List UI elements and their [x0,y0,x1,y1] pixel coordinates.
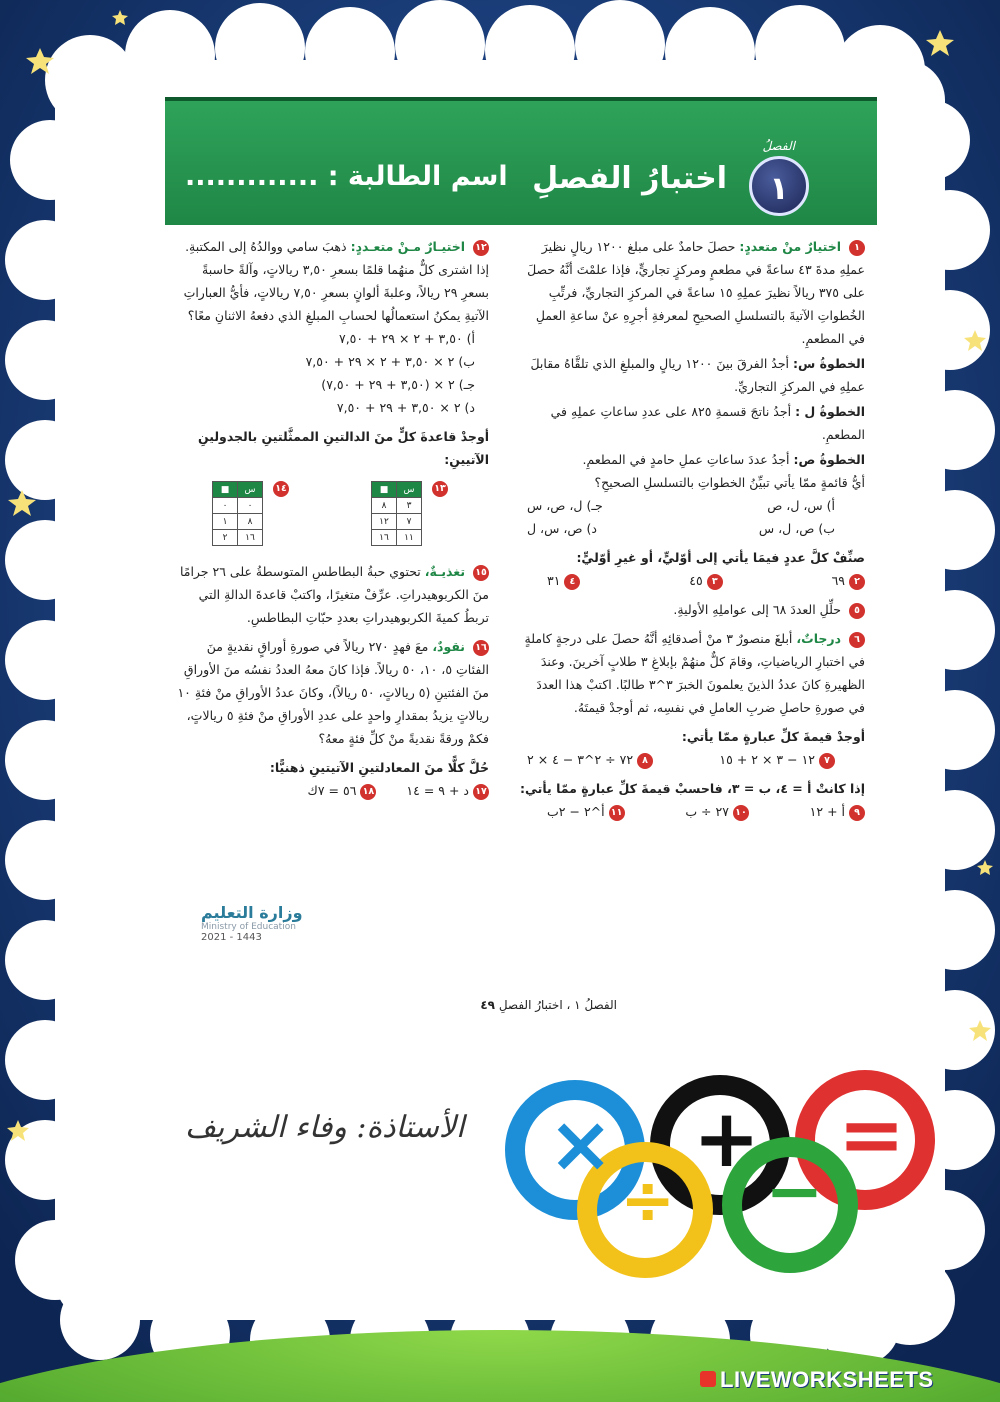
table-14: س ■ ٠ ٠ ٨ ١ ١٦ ٢ [212,481,263,546]
step-p: الخطوةُ ص: أجدُ عددَ ساعاتِ عملِ حامدٍ في المطعمِ. [582,452,865,467]
worksheet-page [165,97,877,1047]
page-header [165,97,877,225]
question-5: ٥ حلِّلِ العددَ ٦٨ إلى عواملِهِ الأوليةِ. [517,598,865,621]
substitute-section: إذا كانتْ أ = ٤، ب = ٣، فاحسبْ قيمةَ كلِّ عبارةٍ ممّا يأتي: ٩أ + ١٢ ١٠٢٧ ÷ ب ١١أ^٢ − ٢ب [517,777,865,823]
question-8: ٨٧٢ ÷ ٢^٣ − ٤ × ٢ [527,748,653,771]
classify-items [517,569,865,592]
minus-symbol: − [765,1150,824,1232]
plus-symbol: + [693,1092,761,1185]
teacher-signature: الأستاذة: وفاء الشريف [185,1110,465,1145]
question-12: ١٢ اختيـارٌ مـنْ متعـددٍ: ذهبَ سامي ووالدُهُ إلى المكتبةِ. إذا اشترى كلٌّ منهُما قلمًا بسعرِ ٣,٥٠ ريالاتٍ، وآلةً حاسبةً بسعرِ ٢٩ ريالاً، وعلبةَ ألوانٍ بسعرِ ٧,٥٠ ريالاتٍ، فأيُّ العباراتِ الآتيةِ يمكنُ استعمالُها لحسابِ المبلغِ الذي دفعهُ الاثنانِ معًا؟ أ) ٣,٥٠ + ٢ × ٢٩ + ٧,٥٠ ب) ٢ × ٣,٥٠ + ٢ × ٢٩ + ٧,٥٠ جـ) ٢ × (٣,٥٠ + ٢٩ + ٧,٥٠) د) ٢ × ٣,٥٠ + ٢٩ + ٧,٥٠ [171,235,489,419]
question-15: ١٥ تغذيـةٌ، تحتوي حبةُ البطاطسِ المتوسطةُ على ٢٦ جرامًا منَ الكربوهيدراتِ. عرِّفْ متغيرًا، واكتبْ قاعدةَ الدالةِ التي تربطُ كميةَ الكربوهيدراتِ بعددِ حبّاتِ البطاطسِ. [179,564,489,625]
ministry-logo: وزارة التعليم Ministry of Education 2021 - 1443 [201,903,303,943]
equals-symbol: = [838,1088,906,1181]
question-18: ١٨٥٦ = ٧ك [308,779,377,802]
question-10: ١٠٢٧ ÷ ب [685,800,749,823]
option-a[interactable]: أ) ٣,٥٠ + ٢ × ٢٩ + ٧,٥٠ [339,331,475,346]
student-name-field[interactable]: اسم الطالبة : ............. [185,161,508,192]
question-3: ٣٤٥ [689,569,722,592]
page-footer [460,998,617,1012]
page-title: اختبارُ الفصلِ [532,161,727,196]
question-17: ١٧د + ٩ = ١٤ [406,779,489,802]
step-l: الخطوةُ ل : أجدُ ناتجَ قسمةِ ٨٢٥ على عددِ ساعاتِ عملِهِ في المطعمِ. [550,404,865,442]
chapter-label: الفصلُ [762,139,795,153]
question-11: ١١أ^٢ − ٢ب [547,800,625,823]
step-s: الخطوةُ س: أجدُ الفرقَ بينَ ١٢٠٠ ريالٍ والمبلغِ الذي تلقَّاهُ مقابلَ عملِهِ في المركزِ التجاريِّ. [530,356,865,394]
footer-label: الفصلُ ١ ، اختبارُ الفصلِ [498,998,617,1012]
options-row-2 [517,517,865,540]
table-13: س ■ ٣ ٨ ٧ ١٢ ١١ ١٦ [371,481,422,546]
times-symbol: × [548,1100,614,1190]
section-prompt: صنِّفْ كلَّ عددٍ فيمَا يأتي إلى أوّليٍّ، أو غيرِ أوّليٍّ: [576,550,865,565]
options-row-1 [517,494,865,517]
option-a[interactable]: أ) س، ل، ص [767,498,835,513]
question-number: ١ [849,240,865,256]
right-column [517,235,865,829]
question-13: ١٣ س ■ ٣ ٨ ٧ ١٢ ١١ ١٦ [371,481,448,546]
question-7: ٧١٢ − ٣ × ٢ + ١٥ [719,748,835,771]
function-rule-section: أوجدْ قاعدةَ كلٍّ منَ الدالتينِ الممثَّلتينِ بالجدولينِ الآتيينِ: ١٣ س ■ ٣ ٨ ٧ ١٢ ١١ ١٦ ١٤ س ■ ٠ ٠ ٨ ١ ١٦ ٢ [171,425,489,546]
option-b[interactable]: ب) ٢ × ٣,٥٠ + ٢ × ٢٩ + ٧,٥٠ [305,354,475,369]
solve-section: حُلَّ كلًّا منَ المعادلتينِ الآتيتينِ ذهنيًّا: ١٧د + ٩ = ١٤ ١٨٥٦ = ٧ك [171,756,489,802]
question-6: ٦ درجاتٌ، أبلغَ منصورٌ ٣ منْ أصدقائِهِ أنَّهُ حصلَ على درجةٍ كاملةٍ في اختبارِ الرياضياتِ، وقامَ كلٌّ منهُمْ بإبلاغِ ٣ طلابٍ آخرينَ. وعندَ الظهيرةِ كانَ عددُ الذينَ يعلمونَ الخبرَ ٣^٣ طالبًا. اكتبْ هذا العددَ في صورةِ حاصلِ ضربِ العاملِ في نفسِه، ثم أوجدْ قيمتَهُ. [524,631,865,715]
question-14: ١٤ س ■ ٠ ٠ ٨ ١ ١٦ ٢ [212,481,289,546]
brand-watermark[interactable]: LIVEWORKSHEETS [720,1367,934,1392]
evaluate-section: أوجدْ قيمةَ كلِّ عبارةٍ ممّا يأتي: ٧١٢ − ٣ × ٢ + ١٥ ٨٧٢ ÷ ٢^٣ − ٤ × ٢ [517,725,865,771]
classify-section [517,546,865,592]
left-column [171,235,489,808]
question-prompt: أيُّ قائمةٍ ممّا يأتي تبيِّنُ الخطواتِ بالتسلسلِ الصحيحِ؟ [594,475,865,490]
option-d[interactable]: د) ٢ × ٣,٥٠ + ٢٩ + ٧,٥٠ [336,400,475,415]
option-j[interactable]: جـ) ٢ × (٣,٥٠ + ٢٩ + ٧,٥٠) [321,377,475,392]
question-2: ٢٦٩ [832,569,865,592]
divide-symbol: ÷ [620,1162,676,1239]
page-number: ٤٩ [480,998,496,1012]
liveworksheets-logo-icon [700,1371,716,1387]
option-b[interactable]: ب) ص، ل، س [758,521,835,536]
question-16: ١٦ نقودٌ، معَ فهدٍ ٢٧٠ ريالاً في صورةِ أوراقٍ نقديةٍ منَ الفئاتِ ٥، ١٠، ٥٠ ريالاً. فإذا كانَ معهُ العددُ نفسُه منَ الأوراقِ منَ الفئتينِ (٥ ريالاتٍ، ٥٠ ريالاً)، وكانَ عددُ الأوراقِ منْ فئةِ ١٠ ريالاتٍ يزيدُ بمقدارِ واحدٍ على عددِ الأوراقِ منْ فئةِ ٥ ريالاتٍ، فكمْ ورقةً نقديةً منْ كلِّ فئةٍ معهُ؟ [177,639,489,746]
option-d[interactable]: د) ص، س، ل [527,521,597,536]
question-9: ٩أ + ١٢ [810,800,865,823]
question-text: حصلَ حامدٌ على مبلغ ١٢٠٠ ريالٍ نظيرَ عملِهِ مدةَ ٤٣ ساعةً في مطعمٍ ومركزٍ تجاريٍّ، فإذا علمْتَ أنَّهُ حصلَ على ٣٧٥ ريالاً نظيرَ عملِهِ ١٥ ساعةً في المركزِ التجاريِّ، فرتِّبِ الخُطواتِ الآتيةَ بالتسلسلِ الصحيحِ لمعرفةِ أجرِهِ عنْ ساعةِ العملِ في المطعمِ. [527,239,865,346]
option-j[interactable]: جـ) ل، ص، س [527,498,603,513]
question-4: ٤٣١ [547,569,580,592]
chapter-number-badge: ١ [749,156,809,216]
question-1 [517,235,865,540]
question-keyword: اختيارٌ منْ متعددٍ: [739,239,842,254]
